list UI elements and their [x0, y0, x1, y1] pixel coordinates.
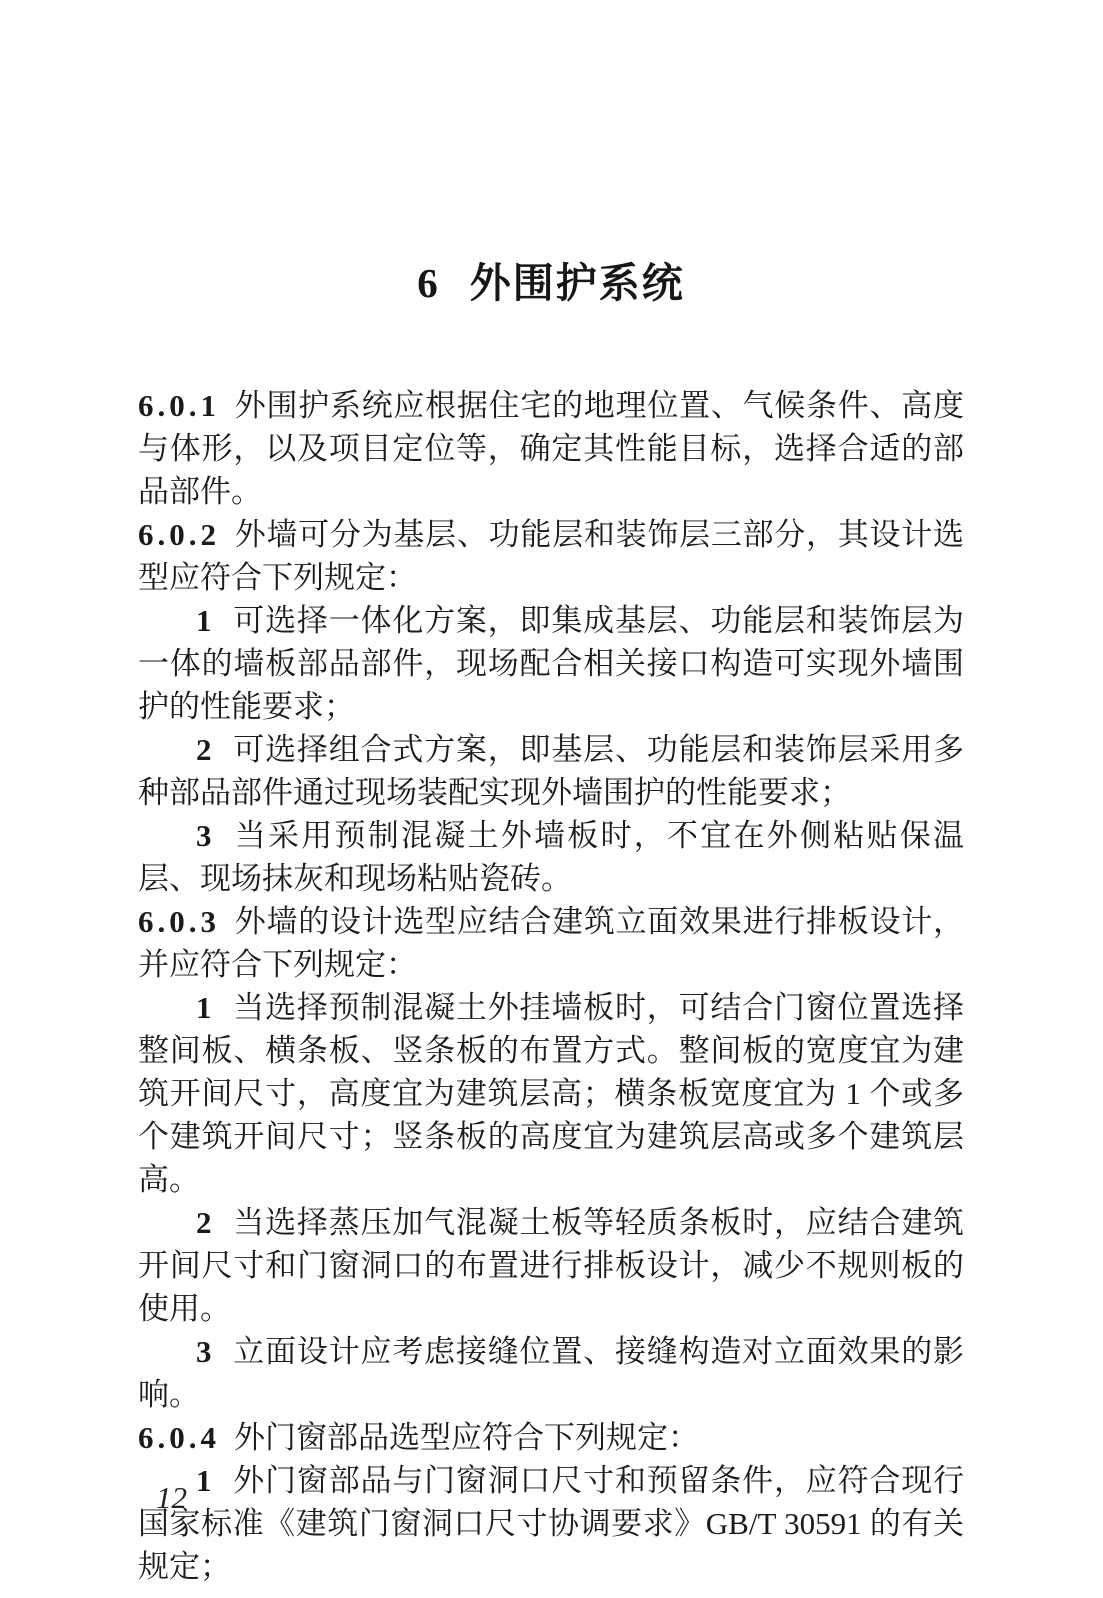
- item-number: 3: [196, 818, 212, 853]
- body-text: [138, 384, 964, 1588]
- chapter-heading: [138, 258, 964, 308]
- clause-number: 6.0.3: [138, 904, 220, 939]
- paragraph-text: 外墙可分为基层、功能层和装饰层三部分，其设计选型应符合下列规定：: [138, 517, 964, 595]
- paragraph-text: 外墙的设计选型应结合建筑立面效果进行排板设计，并应符合下列规定：: [138, 904, 964, 982]
- paragraph-text: 外门窗部品与门窗洞口尺寸和预留条件，应符合现行国家标准《建筑门窗洞口尺寸协调要求》GB/T 30591 的有关规定；: [138, 1463, 964, 1584]
- chapter-number: 6: [417, 260, 438, 306]
- clause-6-0-3: [138, 900, 964, 986]
- item-number: 2: [196, 732, 212, 767]
- item-number: 2: [196, 1205, 212, 1240]
- paragraph-text: 当采用预制混凝土外墙板时，不宜在外侧粘贴保温层、现场抹灰和现场粘贴瓷砖。: [138, 818, 964, 896]
- paragraph-text: 可选择一体化方案，即集成基层、功能层和装饰层为一体的墙板部品部件，现场配合相关接口构造可实现外墙围护的性能要求；: [138, 603, 964, 724]
- paragraph-text: 当选择预制混凝土外挂墙板时，可结合门窗位置选择整间板、横条板、竖条板的布置方式。整间板的宽度宜为建筑开间尺寸，高度宜为建筑层高；横条板宽度宜为 1 个或多个建筑开间尺寸；竖条板的高度宜为建筑层高或多个建筑层高。: [138, 990, 964, 1197]
- clause-6-0-4: [138, 1416, 964, 1459]
- clause-6-0-3-item-3: [138, 1330, 964, 1416]
- paragraph-text: 可选择组合式方案，即基层、功能层和装饰层采用多种部品部件通过现场装配实现外墙围护的性能要求；: [138, 732, 964, 810]
- clause-number: 6.0.4: [138, 1420, 220, 1455]
- item-number: 3: [196, 1334, 212, 1369]
- paragraph-text: 外门窗部品选型应符合下列规定：: [234, 1420, 699, 1455]
- paragraph-text: 外围护系统应根据住宅的地理位置、气候条件、高度与体形，以及项目定位等，确定其性能目标，选择合适的部品部件。: [138, 388, 964, 509]
- paragraph-text: 立面设计应考虑接缝位置、接缝构造对立面效果的影响。: [138, 1334, 964, 1412]
- clause-6-0-2: [138, 513, 964, 599]
- paragraph-text: 当选择蒸压加气混凝土板等轻质条板时，应结合建筑开间尺寸和门窗洞口的布置进行排板设计，减少不规则板的使用。: [138, 1205, 964, 1326]
- clause-6-0-3-item-1: [138, 986, 964, 1201]
- clause-6-0-4-item-1: [138, 1459, 964, 1588]
- clause-6-0-3-item-2: [138, 1201, 964, 1330]
- clause-number: 6.0.1: [138, 388, 220, 423]
- item-number: 1: [196, 603, 212, 638]
- clause-6-0-2-item-3: [138, 814, 964, 900]
- item-number: 1: [196, 990, 212, 1025]
- item-number: 1: [196, 1463, 212, 1498]
- page-number: 12: [156, 1480, 187, 1515]
- clause-6-0-2-item-1: [138, 599, 964, 728]
- clause-6-0-2-item-2: [138, 728, 964, 814]
- clause-number: 6.0.2: [138, 517, 220, 552]
- clause-6-0-1: [138, 384, 964, 513]
- chapter-title: 外围护系统: [469, 260, 685, 306]
